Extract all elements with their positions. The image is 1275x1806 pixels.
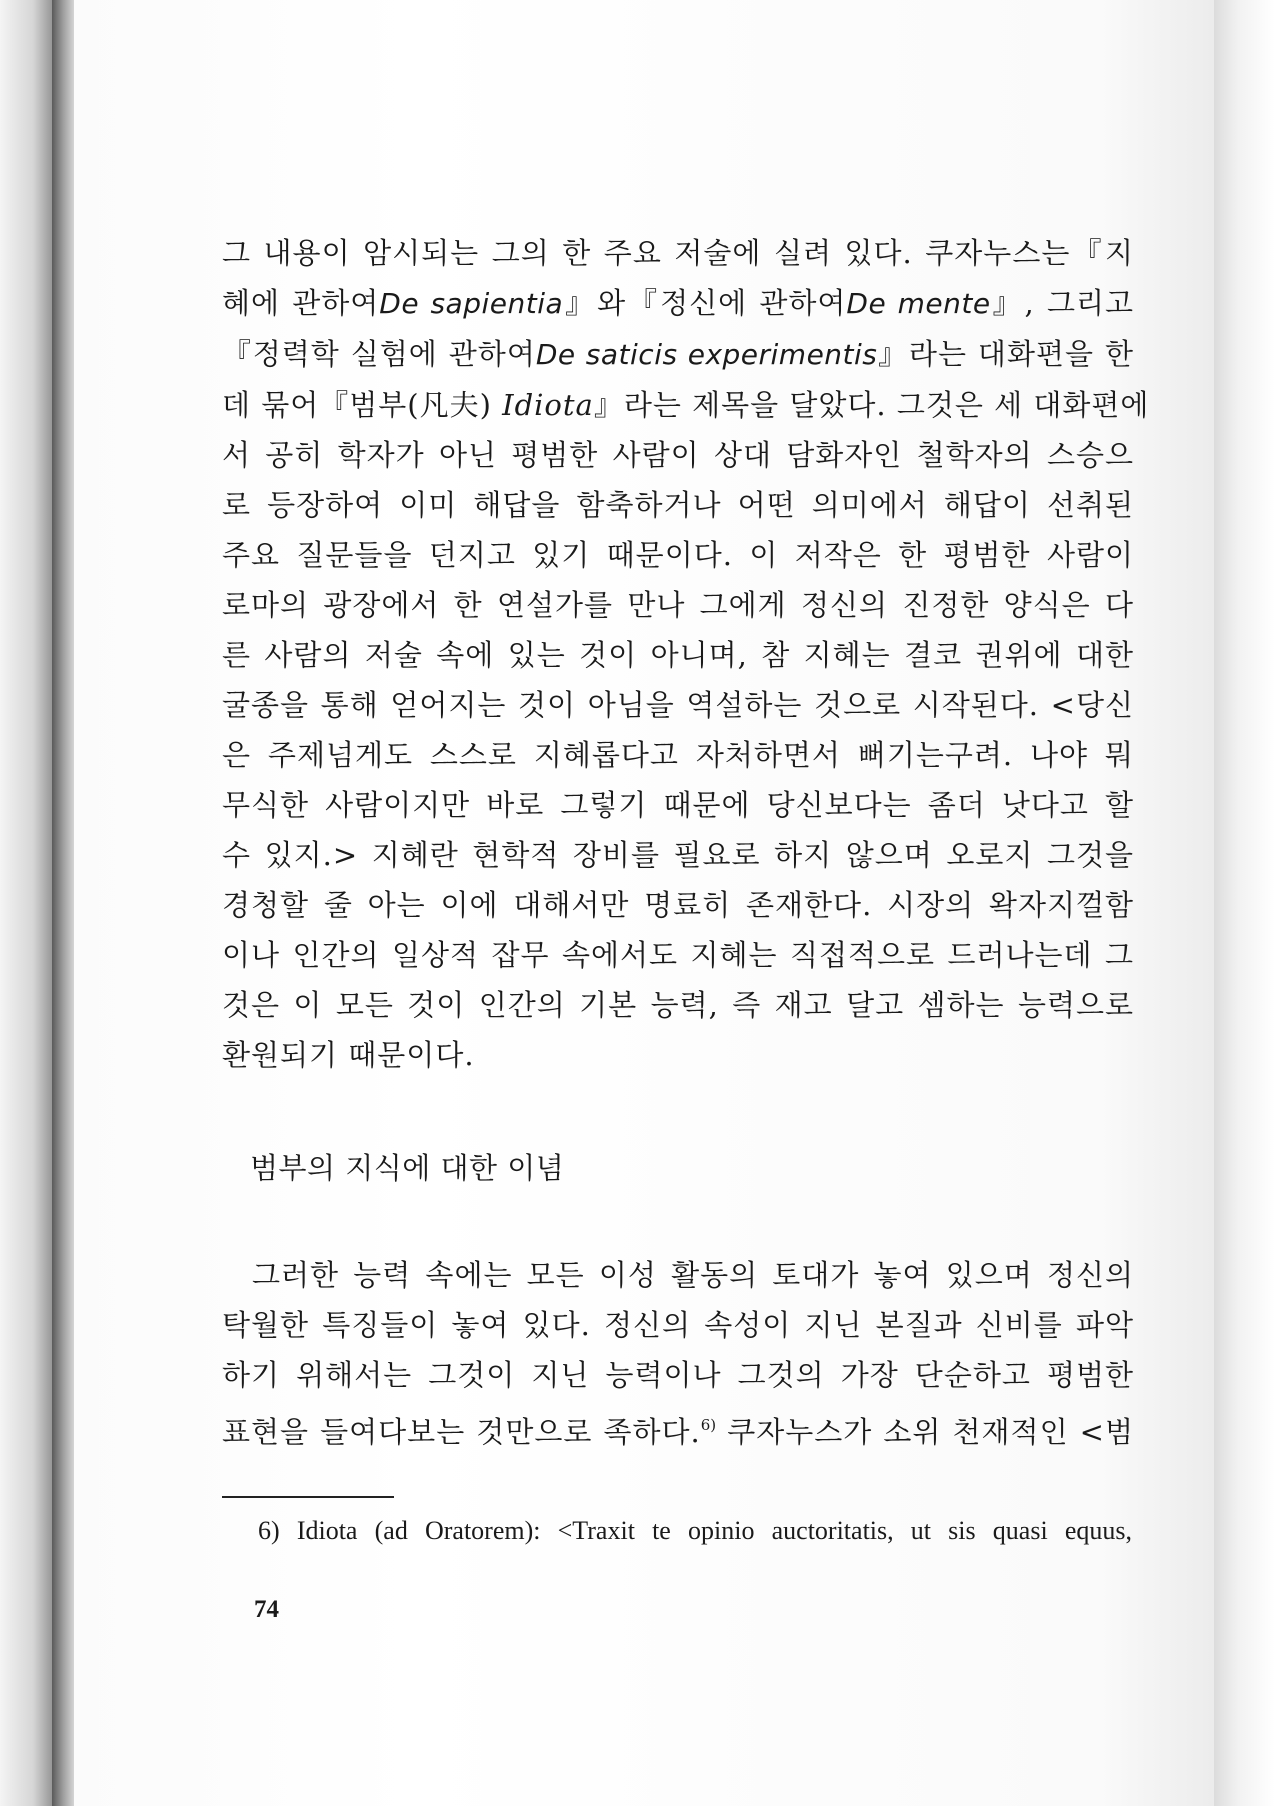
text-line: 서 공히 학자가 아닌 평범한 사람이 상대 담화자인 철학자의 스승으 bbox=[222, 438, 1134, 472]
text-line: 굴종을 통해 얻어지는 것이 아님을 역설하는 것으로 시작된다. <당신 bbox=[222, 688, 1134, 722]
text-line: 른 사람의 저술 속에 있는 것이 아니며, 참 지혜는 결코 권위에 대한 bbox=[222, 638, 1134, 672]
main-paragraph bbox=[222, 228, 1150, 1080]
text-line: 환원되기 때문이다. bbox=[222, 1038, 475, 1072]
page-edge-shadow-left bbox=[0, 0, 60, 1806]
footnote-divider bbox=[222, 1496, 394, 1498]
page-edge-shadow-right bbox=[1214, 0, 1275, 1806]
text-line: 혜에 관하여De sapientia』와『정신에 관하여De mente』, 그리고 bbox=[222, 286, 1135, 320]
text-line: 로마의 광장에서 한 연설가를 만나 그에게 정신의 진정한 양식은 다 bbox=[222, 588, 1134, 622]
text-line: 무식한 사람이지만 바로 그렇기 때문에 당신보다는 좀더 낫다고 할 bbox=[222, 788, 1134, 822]
text-line: 주요 질문들을 던지고 있기 때문이다. 이 저작은 한 평범한 사람이 bbox=[222, 538, 1134, 572]
footnote-marker: 6) bbox=[700, 1416, 717, 1434]
text-line: 『정력학 실험에 관하여De saticis experimentis』라는 대화편을 한 bbox=[222, 337, 1134, 371]
text-line: 것은 이 모든 것이 인간의 기본 능력, 즉 재고 달고 셈하는 능력으로 bbox=[222, 988, 1134, 1022]
latin-title: Idiota bbox=[502, 388, 594, 422]
text-line: 그러한 능력 속에는 모든 이성 활동의 토대가 놓여 있으며 정신의 bbox=[252, 1258, 1134, 1292]
page-number: 74 bbox=[254, 1596, 279, 1623]
text-line: 데 묶어『범부(凡夫) Idiota』라는 제목을 달았다. 그것은 세 대화편에 bbox=[222, 388, 1150, 422]
text-line: 이나 인간의 일상적 잡무 속에서도 지혜는 직접적으로 드러나는데 그 bbox=[222, 938, 1134, 972]
latin-title: De mente bbox=[846, 287, 991, 320]
text-line: 은 주제넘게도 스스로 지혜롭다고 자처하면서 뻐기는구려. 나야 뭐 bbox=[222, 738, 1134, 772]
text-line: 하기 위해서는 그것이 지닌 능력이나 그것의 가장 단순하고 평범한 bbox=[222, 1358, 1134, 1392]
footnote: 6) Idiota (ad Oratorem): <Traxit te opinio auctoritatis, ut sis quasi equus, bbox=[258, 1516, 1132, 1545]
text-line: 경청할 줄 아는 이에 대해서만 명료히 존재한다. 시장의 왁자지껄함 bbox=[222, 888, 1134, 922]
latin-title: De saticis experimentis bbox=[535, 338, 878, 371]
section-heading: 범부의 지식에 대한 이념 bbox=[250, 1151, 565, 1185]
text-line: 로 등장하여 이미 해답을 함축하거나 어떤 의미에서 해답이 선취된 bbox=[222, 488, 1134, 522]
second-paragraph bbox=[222, 1250, 1134, 1457]
text-line: 탁월한 특징들이 놓여 있다. 정신의 속성이 지닌 본질과 신비를 파악 bbox=[222, 1308, 1134, 1342]
text-line: 표현을 들여다보는 것만으로 족하다.$^{6)}$ 쿠자누스가 소위 천재적인 <범 bbox=[222, 1415, 1134, 1449]
text-line: 그 내용이 암시되는 그의 한 주요 저술에 실려 있다. 쿠자누스는『지 bbox=[222, 236, 1134, 270]
latin-title: De sapientia bbox=[379, 287, 564, 320]
text-line: 수 있지.> 지혜란 현학적 장비를 필요로 하지 않으며 오로지 그것을 bbox=[222, 838, 1134, 872]
